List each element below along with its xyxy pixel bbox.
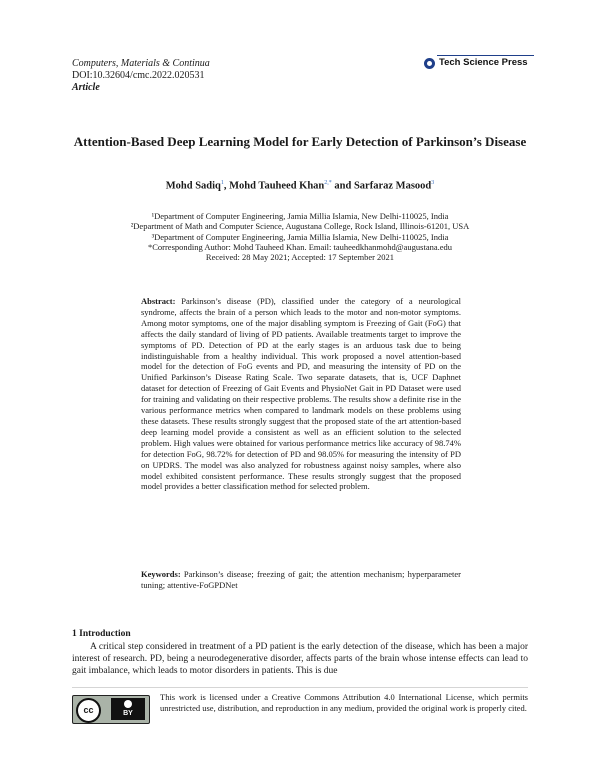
by-icon bbox=[111, 698, 145, 720]
corresponding-author[interactable]: *Corresponding Author: Mohd Tauheed Khan. Email: tauheedkhanmohd@augustana.edu bbox=[147, 241, 453, 252]
intro-paragraph: A critical step considered in treatment of a PD patient is the early detection of the disease, which has been a major interest of research. PD, being a neurodegenerative disorder, affects parts of the brain whose intense effects can lead to gait imbalance, which leads to motor disorders in patients. This is due bbox=[72, 642, 528, 676]
license-divider bbox=[72, 687, 528, 688]
by-label: BY bbox=[123, 710, 133, 717]
affiliation-line: ³Department of Computer Engineering, Jamia Millia Islamia, New Delhi-110025, India bbox=[151, 231, 449, 242]
article-type: Article bbox=[72, 82, 100, 93]
author-affil-mark[interactable]: 1 bbox=[220, 180, 224, 186]
person-icon bbox=[124, 700, 132, 708]
keywords bbox=[141, 569, 461, 591]
affiliations bbox=[72, 211, 528, 262]
affiliation-line: ²Department of Math and Computer Science, Augustana College, Rock Island, Illinois-61201, USA bbox=[130, 221, 470, 232]
affiliation-line: ¹Department of Computer Engineering, Jamia Millia Islamia, New Delhi-110025, India bbox=[151, 211, 449, 221]
author-affil-mark[interactable]: 2,* bbox=[324, 180, 332, 186]
section-heading: 1 Introduction bbox=[72, 629, 131, 639]
abstract bbox=[141, 296, 461, 492]
author-affil-mark[interactable]: 3 bbox=[431, 180, 435, 186]
logo-rule bbox=[437, 55, 534, 56]
keywords-text: Parkinson’s disease; freezing of gait; the attention mechanism; hyperparameter tuning; attentive-FoGPDNet bbox=[141, 569, 461, 590]
journal-name: Computers, Materials & Continua bbox=[72, 58, 210, 69]
author-separator: and bbox=[331, 180, 354, 192]
author-name[interactable]: Mohd Tauheed Khan bbox=[229, 180, 325, 192]
paper-title: Attention-Based Deep Learning Model for Early Detection of Parkinson’s Disease bbox=[73, 134, 527, 149]
abstract-text: Parkinson’s disease (PD), classified under the category of a neurological syndrome, affects the brain of a person which leads to the motor and non-motor symptoms. Among motor symptoms, one of the major disabling symptom is Freezing of Gait (FoG) that affects the daily standard of living of PD patients. Available treatments target to improve the symptoms of PD. Detection of PD at the early stages is an arduous task due to being indistinguishable from a healthy individual. This work proposed a novel attention-based model for the detection of FoG events and PD, and measuring the intensity of PD on the Unified Parkinson’s Disease Rating Scale. Two separate datasets, that is, UCF Daphnet dataset for detection of Freezing of Gait Events and PhysioNet Gait in PD Dataset were used for training and validating on their respective problems. The results show a definite rise in the various performance metrics when compared to landmark models on these problems using these datasets. These results strongly suggest that the proposed state of the art attention-based deep learning model provide a consistent as well as an efficient solution to the selected problem. High values were obtained for various performance metrics like accuracy of 98.74% for detection FoG, 98.72% for detection of PD and 98.05% for measuring the intensity of PD on UPDRS. The model was also analyzed for robustness against noisy samples, where also model exhibited consistent performance. These results strongly suggest that the proposed model provides a better classification method for selected problem. bbox=[141, 296, 461, 492]
author-name[interactable]: Mohd Sadiq bbox=[165, 180, 221, 192]
keywords-label: Keywords: bbox=[141, 569, 181, 579]
abstract-label: Abstract: bbox=[141, 296, 176, 306]
author-name[interactable]: Sarfaraz Masood bbox=[353, 180, 432, 192]
publisher-name: Tech Science Press bbox=[439, 57, 528, 68]
license-text: This work is licensed under a Creative Commons Attribution 4.0 International License, which permits unrestricted use, distribution, and reproduction in any medium, provided the original work is properly cited. bbox=[160, 692, 528, 713]
author-separator: , bbox=[223, 180, 230, 192]
cc-by-badge[interactable] bbox=[72, 695, 150, 724]
doi[interactable]: DOI:10.32604/cmc.2022.020531 bbox=[72, 70, 205, 81]
publisher-logo bbox=[424, 55, 534, 71]
received-accepted-dates: Received: 28 May 2021; Accepted: 17 September 2021 bbox=[205, 252, 395, 263]
author-list bbox=[72, 180, 528, 192]
cc-icon: cc bbox=[76, 698, 101, 723]
publisher-logo-icon bbox=[424, 58, 435, 69]
